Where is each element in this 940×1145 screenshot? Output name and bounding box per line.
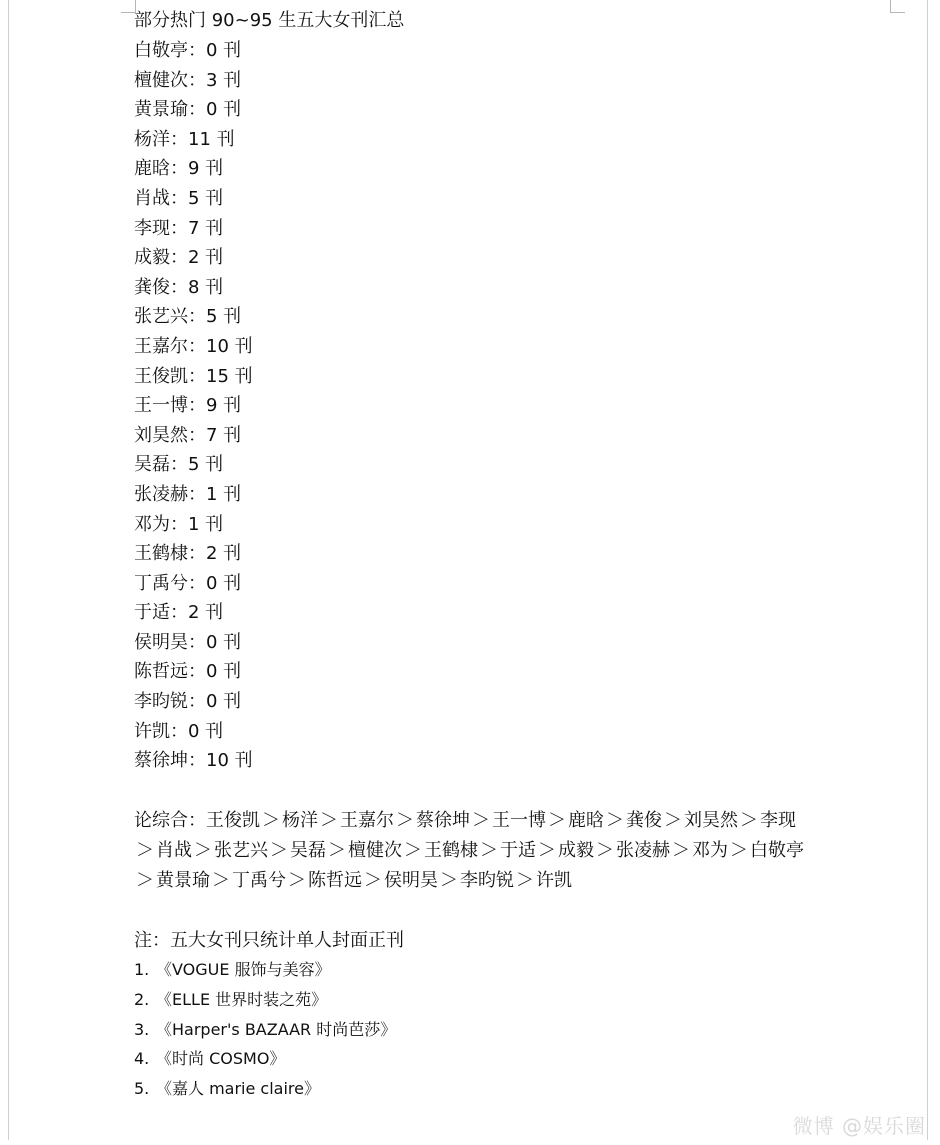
rank-separator: ＞ [672,839,690,861]
person-name: 李现 [134,217,170,239]
rank-separator: ＞ [480,839,498,861]
list-item [134,598,834,628]
magazine-item [134,1044,834,1074]
cover-count: 2 刊 [206,543,242,565]
colon: ： [170,602,188,624]
list-item [134,66,834,96]
magazine-number: 3. [134,1019,150,1039]
colon: ： [188,395,206,417]
colon: ： [170,217,188,239]
rank-separator: ＞ [212,869,230,891]
rank-separator: ＞ [262,809,280,831]
cover-count: 0 刊 [188,720,224,742]
person-name: 龚俊 [134,276,170,298]
cover-count: 5 刊 [188,187,224,209]
cover-count: 10 刊 [206,335,253,357]
cover-count: 5 刊 [188,454,224,476]
blank-line [134,776,834,806]
person-name: 邓为 [134,513,170,535]
margin-corner-mark-right [890,0,905,13]
cover-count: 5 刊 [206,306,242,328]
colon: ： [188,99,206,121]
person-name: 王嘉尔 [134,335,188,357]
rank-separator: ＞ [136,869,154,891]
watermark: 微博 @娱乐圈 [792,1114,926,1138]
ranking-name: 肖战 [156,839,192,861]
person-name: 侯明昊 [134,631,188,653]
cover-count: 1 刊 [188,513,224,535]
magazine-item [134,1015,834,1045]
rank-separator: ＞ [136,839,154,861]
colon: ： [170,187,188,209]
cover-count: 10 刊 [206,750,253,772]
colon: ： [170,454,188,476]
magazine-name: 《时尚 COSMO》 [156,1049,286,1069]
magazine-item [134,985,834,1015]
colon: ： [188,306,206,328]
list-item [134,569,834,599]
count-list [134,36,834,776]
magazine-list [134,955,834,1103]
rank-separator: ＞ [364,869,382,891]
colon: ： [170,128,188,150]
cover-count: 0 刊 [206,691,242,713]
colon: ： [188,691,206,713]
rank-separator: ＞ [288,869,306,891]
person-name: 于适 [134,602,170,624]
person-name: 刘昊然 [134,424,188,446]
document-body [134,6,834,1103]
rank-separator: ＞ [730,839,748,861]
note-title: 注：五大女刊只统计单人封面正刊 [134,929,404,951]
person-name: 杨洋 [134,128,170,150]
magazine-number: 5. [134,1078,150,1098]
list-item [134,214,834,244]
rank-separator: ＞ [396,809,414,831]
ranking-name: 于适 [500,839,536,861]
ranking-name: 杨洋 [282,809,318,831]
person-name: 檀健次 [134,69,188,91]
cover-count: 9 刊 [188,158,224,180]
person-name: 王鹤棣 [134,543,188,565]
person-name: 李昀锐 [134,691,188,713]
list-item [134,450,834,480]
person-name: 王一博 [134,395,188,417]
person-name: 白敬亭 [134,40,188,61]
rank-separator: ＞ [516,869,534,891]
cover-count: 0 刊 [206,40,242,61]
colon: ： [188,572,206,594]
list-item [134,36,834,66]
ranking-name: 侯明昊 [384,869,438,891]
colon: ： [188,40,206,61]
person-name: 许凯 [134,720,170,742]
ranking-name: 黄景瑜 [156,869,210,891]
ranking-name: 李现 [760,809,796,831]
rank-separator: ＞ [664,809,682,831]
list-item [134,480,834,510]
overall-ranking [134,806,806,896]
cover-count: 7 刊 [206,424,242,446]
colon: ： [188,483,206,505]
cover-count: 2 刊 [188,247,224,269]
person-name: 成毅 [134,247,170,269]
list-item [134,362,834,392]
ranking-name: 王俊凯 [206,809,260,831]
ranking-name: 蔡徐坤 [416,809,470,831]
colon: ： [188,750,206,772]
rank-separator: ＞ [194,839,212,861]
person-name: 蔡徐坤 [134,750,188,772]
colon: ： [188,631,206,653]
colon: ： [188,335,206,357]
person-name: 肖战 [134,187,170,209]
colon: ： [188,543,206,565]
magazine-number: 2. [134,990,150,1010]
rank-separator: ＞ [328,839,346,861]
colon: ： [188,365,206,387]
magazine-name: 《嘉人 marie claire》 [156,1078,320,1098]
rank-separator: ＞ [740,809,758,831]
ranking-name: 刘昊然 [684,809,738,831]
rank-separator: ＞ [404,839,422,861]
person-name: 张艺兴 [134,306,188,328]
list-item [134,302,834,332]
list-item [134,539,834,569]
list-item [134,687,834,717]
cover-count: 0 刊 [206,99,242,121]
list-item [134,391,834,421]
magazine-item [134,955,834,985]
cover-count: 9 刊 [206,395,242,417]
magazine-number: 1. [134,960,150,980]
list-item [134,243,834,273]
magazine-number: 4. [134,1049,150,1069]
colon: ： [188,424,206,446]
ranking-name: 张凌赫 [616,839,670,861]
ranking-name: 王一博 [492,809,546,831]
cover-count: 0 刊 [206,661,242,683]
cover-count: 3 刊 [206,69,242,91]
cover-count: 0 刊 [206,631,242,653]
ranking-name: 丁禹兮 [232,869,286,891]
list-item [134,184,834,214]
ranking-name: 鹿晗 [568,809,604,831]
list-item [134,628,834,658]
list-item [134,746,834,776]
person-name: 陈哲远 [134,661,188,683]
rank-separator: ＞ [270,839,288,861]
ranking-name: 王嘉尔 [340,809,394,831]
list-item [134,332,834,362]
ranking-name: 檀健次 [348,839,402,861]
list-item [134,154,834,184]
list-item [134,510,834,540]
ranking-name: 白敬亭 [750,839,804,861]
ranking-name: 龚俊 [626,809,662,831]
colon: ： [170,513,188,535]
rank-separator: ＞ [440,869,458,891]
ranking-name: 陈哲远 [308,869,362,891]
person-name: 黄景瑜 [134,99,188,121]
person-name: 王俊凯 [134,365,188,387]
ranking-sequence [134,810,804,891]
person-name: 鹿晗 [134,158,170,180]
rank-separator: ＞ [538,839,556,861]
cover-count: 1 刊 [206,483,242,505]
colon: ： [170,247,188,269]
ranking-name: 吴磊 [290,839,326,861]
cover-count: 11 刊 [188,128,235,150]
ranking-name: 王鹤棣 [424,839,478,861]
ranking-name: 许凯 [536,869,572,891]
rank-separator: ＞ [548,809,566,831]
list-item [134,717,834,747]
person-name: 丁禹兮 [134,572,188,594]
list-item [134,273,834,303]
rank-separator: ＞ [320,809,338,831]
ranking-name: 成毅 [558,839,594,861]
rank-separator: ＞ [472,809,490,831]
cover-count: 8 刊 [188,276,224,298]
colon: ： [170,276,188,298]
rank-separator: ＞ [596,839,614,861]
rank-separator: ＞ [606,809,624,831]
list-item [134,421,834,451]
list-item [134,657,834,687]
person-name: 张凌赫 [134,483,188,505]
cover-count: 7 刊 [188,217,224,239]
list-item [134,125,834,155]
magazine-item [134,1074,834,1104]
cover-count: 0 刊 [206,572,242,594]
colon: ： [188,661,206,683]
blank-line [134,896,834,926]
ranking-name: 李昀锐 [460,869,514,891]
person-name: 吴磊 [134,454,170,476]
list-item [134,95,834,125]
cover-count: 2 刊 [188,602,224,624]
ranking-name: 邓为 [692,839,728,861]
magazine-name: 《VOGUE 服饰与美容》 [156,960,331,980]
magazine-name: 《Harper's BAZAAR 时尚芭莎》 [156,1019,397,1039]
ranking-label: 论综合： [134,809,206,831]
cover-count: 15 刊 [206,365,253,387]
document-title: 部分热门 90~95 生五大女刊汇总 [134,10,405,31]
ranking-name: 张艺兴 [214,839,268,861]
magazine-name: 《ELLE 世界时装之苑》 [156,990,328,1010]
colon: ： [170,720,188,742]
colon: ： [188,69,206,91]
colon: ： [170,158,188,180]
